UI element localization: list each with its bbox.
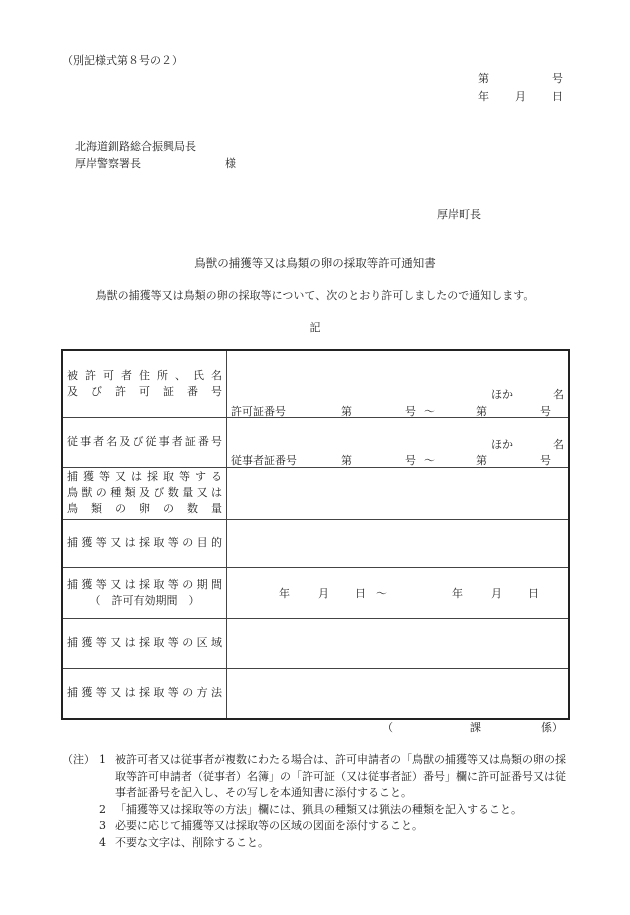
period-start-day: 日 <box>355 586 366 600</box>
table-row <box>62 350 569 417</box>
notes <box>62 752 572 851</box>
note-text: 必要に応じて捕獲等又は採取等の区域の図面を添付すること。 <box>115 819 423 832</box>
intro-text: 鳥獣の捕獲等又は鳥類の卵の採取等について、次のとおり許可しましたので通知します。 <box>95 289 535 302</box>
note-number: 3 <box>99 819 106 832</box>
label-period <box>62 567 227 618</box>
go: 号 <box>405 453 416 467</box>
period-start-month: 月 <box>318 586 329 600</box>
addressee-line-1: 北海道釧路総合振興局長 <box>75 140 196 153</box>
label-method <box>62 668 227 719</box>
label-area <box>62 618 227 668</box>
permittee-value[interactable] <box>227 350 570 417</box>
hoka: ほか <box>491 437 513 451</box>
label-period-text: 捕獲等又は採取等の期間 <box>67 577 222 591</box>
label-area-text: 捕獲等又は採取等の区域 <box>67 636 222 649</box>
label-species-line-3: 鳥類の卵の数量 <box>67 502 222 515</box>
note-text: 被許可者又は従事者が複数にわたる場合は、許可申請者の「鳥獣の捕獲等又は鳥類の卵の採取等許可申請者（従事者）名簿」の「許可証（又は従事者証）番号」欄に許可証番号又は従事者証番号を記入し、その写しを本通知書に添付すること。 <box>115 753 566 799</box>
mei: 名 <box>553 437 564 451</box>
cert-label: 従事者証番号 <box>231 453 297 467</box>
addressee-line-2: 厚岸警察署長 <box>75 157 141 170</box>
period-end-month: 月 <box>491 586 502 600</box>
ki-heading: 記 <box>309 321 321 334</box>
note-number: 4 <box>99 835 106 849</box>
label-permittee <box>62 350 227 417</box>
document-title: 鳥獣の捕獲等又は鳥類の卵の採取等許可通知書 <box>194 256 436 270</box>
dept-ka: 課 <box>470 721 481 734</box>
go: 号 <box>540 405 551 418</box>
label-purpose <box>62 519 227 567</box>
hoka: ほか <box>491 388 513 401</box>
label-permittee-line-2: 及び許可証番号 <box>67 384 222 398</box>
label-species <box>62 467 227 519</box>
period-start-year: 年 <box>279 586 290 600</box>
note-item <box>62 835 572 852</box>
doc-number-label: 第 <box>478 72 489 85</box>
species-value[interactable] <box>227 467 570 519</box>
period-end-day: 日 <box>528 586 539 600</box>
mei: 名 <box>553 388 564 401</box>
dai: 第 <box>476 405 487 418</box>
label-permittee-line-1: 被許可者住所、氏名 <box>67 368 222 382</box>
note-number: 1 <box>99 753 106 766</box>
worker-value[interactable] <box>227 417 570 467</box>
area-value[interactable] <box>227 618 570 668</box>
table-row <box>62 668 569 719</box>
date-day: 日 <box>552 90 563 103</box>
doc-number-suffix: 号 <box>552 72 563 85</box>
label-method-text: 捕獲等又は採取等の方法 <box>67 686 222 700</box>
period-tilde: ～ <box>376 586 387 600</box>
dept-kakari: 係） <box>541 721 563 734</box>
dai: 第 <box>476 453 487 467</box>
date-month: 月 <box>515 90 526 103</box>
purpose-value[interactable] <box>227 519 570 567</box>
cert-label: 許可証番号 <box>231 405 286 418</box>
method-value[interactable] <box>227 668 570 719</box>
table-row <box>62 417 569 467</box>
note-item <box>62 802 572 819</box>
period-value[interactable] <box>227 567 570 618</box>
tilde: ～ <box>424 405 435 418</box>
permit-table <box>61 349 570 720</box>
label-purpose-text: 捕獲等又は採取等の目的 <box>67 536 222 549</box>
issuer: 厚岸町長 <box>437 208 481 221</box>
dai: 第 <box>341 405 352 418</box>
label-worker <box>62 417 227 467</box>
dai: 第 <box>341 453 352 467</box>
tilde: ～ <box>424 453 435 467</box>
label-species-line-1: 捕獲等又は採取等する <box>67 470 222 483</box>
label-species-line-2: 鳥獣の種類及び数量又は <box>67 486 222 499</box>
go: 号 <box>540 453 551 467</box>
period-end-year: 年 <box>452 586 463 600</box>
table-row <box>62 519 569 567</box>
table-row <box>62 618 569 668</box>
note-item <box>62 752 572 802</box>
note-text: 「捕獲等又は採取等の方法」欄には、猟具の種類又は猟法の種類を記入すること。 <box>115 802 522 816</box>
table-row <box>62 467 569 519</box>
note-text: 不要な文字は、削除すること。 <box>115 835 269 849</box>
note-number: 2 <box>99 802 106 816</box>
note-item <box>62 818 572 835</box>
go: 号 <box>405 405 416 418</box>
form-id: （別記様式第８号の２） <box>62 54 183 67</box>
table-row <box>62 567 569 618</box>
label-worker-text: 従事者名及び従事者証番号 <box>67 435 222 448</box>
addressee-honorific: 様 <box>225 157 236 170</box>
date-year: 年 <box>478 90 489 103</box>
notes-prefix: （注） <box>62 753 95 766</box>
label-period-sub: （ 許可有効期間 ） <box>89 593 200 607</box>
dept-open: （ <box>382 721 393 734</box>
